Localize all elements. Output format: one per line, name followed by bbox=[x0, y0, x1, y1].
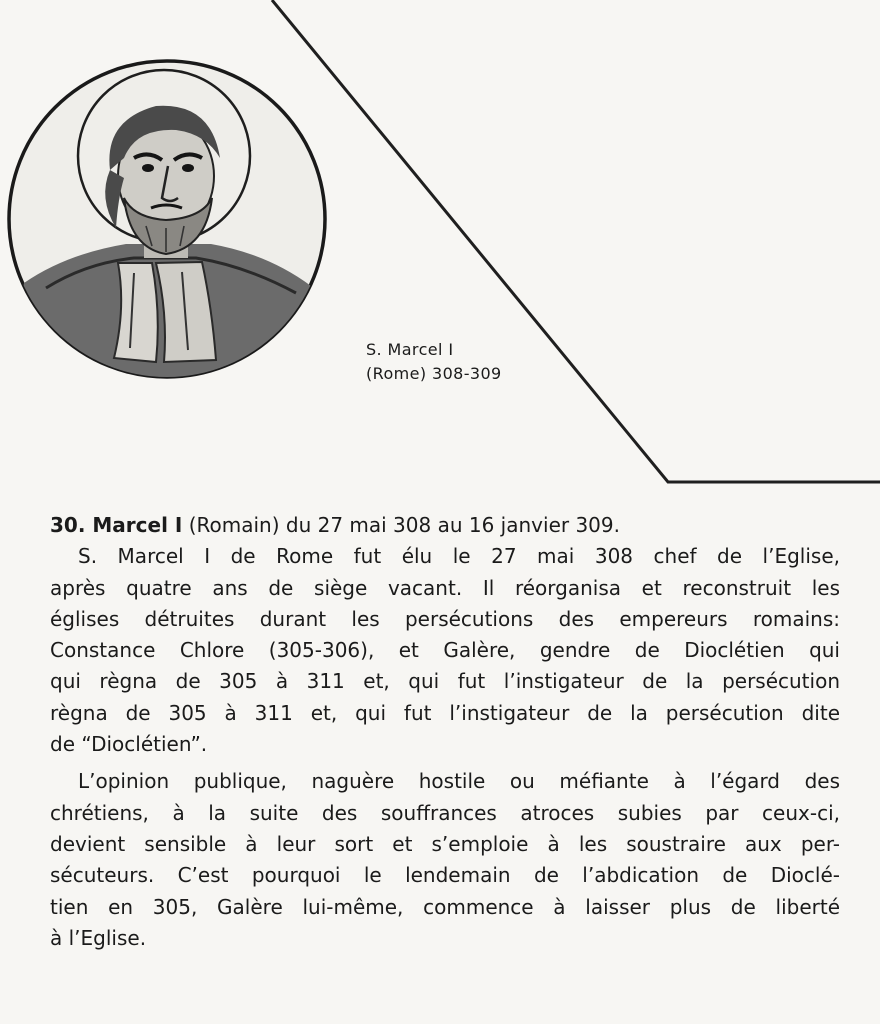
text-line: après quatre ans de siège vacant. Il réorganisa et reconstruit les bbox=[50, 575, 840, 600]
text-line: sécuteurs. C’est pourquoi le lendemain de l’abdication de Dioclé- bbox=[50, 863, 840, 888]
saint-portrait-medallion bbox=[6, 58, 328, 380]
text-line: L’opinion publique, naguère hostile ou méfiante à l’égard des bbox=[78, 769, 840, 794]
portrait-caption bbox=[366, 338, 502, 386]
paragraph-2 bbox=[50, 766, 840, 954]
text-line: à l’Eglise. bbox=[50, 925, 147, 950]
text-line: S. Marcel I de Rome fut élu le 27 mai 308 chef de l’Eglise, bbox=[78, 544, 840, 569]
entry-heading bbox=[50, 510, 840, 541]
text-line: Constance Chlore (305-306), et Galère, gendre de Dioclétien qui bbox=[50, 638, 840, 663]
entry-heading-dates: (Romain) du 27 mai 308 au 16 janvier 309. bbox=[182, 513, 620, 537]
text-line: qui règna de 305 à 311 et, qui fut l’instigateur de la persécution bbox=[50, 669, 840, 694]
pope-entry bbox=[50, 510, 840, 954]
entry-number-name: 30. Marcel I bbox=[50, 513, 183, 537]
text-line: tien en 305, Galère lui-même, commence à laisser plus de liberté bbox=[50, 894, 840, 919]
text-line: chrétiens, à la suite des souffrances atroces subies par ceux-ci, bbox=[50, 800, 840, 825]
text-line: églises détruites durant les persécutions des empereurs romains: bbox=[50, 606, 840, 631]
text-line: de “Dioclétien”. bbox=[50, 732, 208, 757]
caption-name: S. Marcel I bbox=[366, 340, 454, 359]
text-line: règna de 305 à 311 et, qui fut l’instigateur de la persécution dite bbox=[50, 700, 840, 725]
text-line: devient sensible à leur sort et s’emploie à les soustraire aux per- bbox=[50, 831, 840, 856]
caption-place-dates: (Rome) 308-309 bbox=[366, 364, 502, 383]
paragraph-1 bbox=[50, 541, 840, 760]
